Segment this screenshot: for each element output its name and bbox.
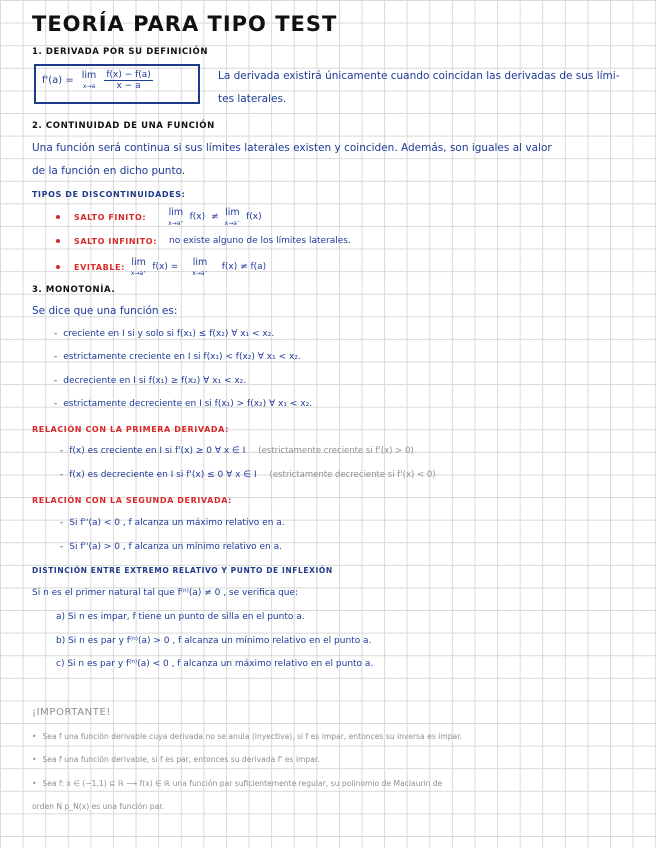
salto-infinito-row [56,236,351,246]
derivative-note-line-1: La derivada existirá únicamente cuando coincidan las derivadas de sus lími- [218,70,620,82]
fraction-numerator: f(x) − f(a) [106,70,151,80]
distinction-case-b: b) Si n es par y f⁽ⁿ⁾(a) > 0 , f alcanza un mínimo relativo en el punto a. [56,636,372,646]
monotonia-item-1: - creciente en I si y solo si f(x₁) ≤ f(x₂) ∀ x₁ < x₂. [54,329,275,339]
item-text: estrictamente decreciente en I si f(x₁) > f(x₂) ∀ x₁ < x₂. [63,399,313,409]
distinction-case-c: c) Si n es par y f⁽ⁿ⁾(a) < 0 , f alcanza un máximo relativo en el punto a. [56,659,374,669]
red-bullet [56,239,60,243]
second-derivative-heading: RELACIÓN CON LA SEGUNDA DERIVADA: [32,496,232,505]
important-item-1: • Sea f una función derivable cuya derivada no se anula (inyectiva), si f es impar, entonces su inversa es impar. [32,732,463,741]
formula-lhs: f'(a) = [42,75,74,86]
item-text: estrictamente creciente en I si f(x₁) < f(x₂) ∀ x₁ < x₂. [63,352,301,362]
salto-finito-label: SALTO FINITO: [74,212,147,222]
function-value: f(x) [246,212,262,223]
item-text: Si f''(a) > 0 , f alcanza un mínimo relativo en a. [69,542,282,552]
first-derivative-item-1: - f(x) es creciente en I si f'(x) ≥ 0 ∀ x ∈ I (estrictamente creciente si f'(x) > 0) [60,446,414,456]
evitable-label: EVITABLE: [74,262,125,272]
derivative-note-line-2: tes laterales. [218,93,287,105]
distinction-case-a: a) Si n es impar, f tiene un punto de silla en el punto a. [56,612,305,622]
second-derivative-item-2: - Si f''(a) > 0 , f alcanza un mínimo relativo en a. [60,542,282,552]
salto-finito-row [56,208,262,227]
red-bullet [56,215,60,219]
important-item-3-line-2: orden N p_N(x) es una función par. [32,802,165,811]
evitable-row [56,258,266,277]
limit-subscript: x→a⁺ [130,269,147,277]
continuity-line-2: de la función en dicho punto. [32,165,186,177]
derivative-formula [42,70,153,91]
item-note: (estrictamente creciente si f'(x) > 0) [258,446,414,456]
limit-symbol: lim [81,70,97,82]
function-value: f(x) [189,212,206,223]
limit-symbol: lim [225,207,240,218]
item-note: (estrictamente decreciente si f'(x) < 0) [269,470,436,480]
first-derivative-item-2: - f(x) es decreciente en I si f'(x) ≤ 0 ∀ x ∈ I (estrictamente decreciente si f'(x) < 0) [60,470,436,480]
not-equal-sign: ≠ [211,212,219,223]
limit-subscript: x→a⁺ [168,219,184,227]
limit-right [168,208,183,227]
important-heading: ¡IMPORTANTE! [32,707,111,718]
item-text: creciente en I si y solo si f(x₁) ≤ f(x₂) ∀ x₁ < x₂. [63,329,275,339]
page-title: TEORÍA PARA TIPO TEST [32,12,338,36]
monotonia-item-3: - decreciente en I si f(x₁) ≥ f(x₂) ∀ x₁ < x₂. [54,376,247,386]
section-3-heading: 3. MONOTONÍA. [32,285,116,295]
section-1-heading: 1. DERIVADA POR SU DEFINICIÓN [32,47,209,57]
item-text: Sea f: x ∈ (−1,1) ⊆ ℝ ⟶ f(x) ∈ ℝ una función par suficientemente regular, su polinomio de Maclaurin de [42,779,443,788]
distinction-intro: Si n es el primer natural tal que f⁽ⁿ⁾(a) ≠ 0 , se verifica que: [32,588,299,598]
second-derivative-item-1: - Si f''(a) < 0 , f alcanza un máximo relativo en a. [60,518,285,528]
function-value: f(x) ≠ f(a) [221,262,267,273]
item-text: f(x) es decreciente en I si f'(x) ≤ 0 ∀ x ∈ I [69,470,257,480]
red-bullet [56,265,60,269]
monotonia-item-4: - estrictamente decreciente en I si f(x₁) > f(x₂) ∀ x₁ < x₂. [54,399,313,409]
salto-infinito-text: no existe alguno de los límites laterales. [169,236,351,246]
first-derivative-heading: RELACIÓN CON LA PRIMERA DERIVADA: [32,425,229,434]
limit-right [131,258,146,277]
limit-left [192,258,207,277]
item-text: f(x) es creciente en I si f'(x) ≥ 0 ∀ x ∈ I [69,446,246,456]
fraction-denominator: x − a [116,81,141,91]
section-2-heading: 2. CONTINUIDAD DE UNA FUNCIÓN [32,121,215,131]
limit-symbol: lim [192,257,208,268]
discontinuity-types-heading: TIPOS DE DISCONTINUIDADES: [32,190,186,199]
monotonia-intro: Se dice que una función es: [32,305,178,317]
distinction-heading: DISTINCIÓN ENTRE EXTREMO RELATIVO Y PUNTO DE INFLEXIÓN [32,566,333,575]
limit-subscript: x→a⁻ [192,269,208,277]
formula-fraction [104,70,153,91]
formula-limit [82,71,97,90]
item-text: Si f''(a) < 0 , f alcanza un máximo relativo en a. [69,518,285,528]
important-item-3-line-1: • Sea f: x ∈ (−1,1) ⊆ ℝ ⟶ f(x) ∈ ℝ una función par suficientemente regular, su polinomio de Maclaurin de [32,779,443,788]
item-text: decreciente en I si f(x₁) ≥ f(x₂) ∀ x₁ < x₂. [63,376,247,386]
function-value: f(x) = [152,262,179,273]
limit-subscript: x→a⁻ [224,219,241,227]
limit-subscript: x→a [82,82,96,90]
item-text: Sea f una función derivable cuya derivada no se anula (inyectiva), si f es impar, entonces su inversa es impar. [42,732,463,741]
limit-left [225,208,240,227]
important-item-2: • Sea f una función derivable, si f es par, entonces su derivada f' es impar. [32,755,320,764]
continuity-line-1: Una función será continua si sus límites laterales existen y coinciden. Además, son iguales al valor [32,142,552,154]
monotonia-item-2: - estrictamente creciente en I si f(x₁) < f(x₂) ∀ x₁ < x₂. [54,352,301,362]
salto-infinito-label: SALTO INFINITO: [74,236,158,246]
item-text: Sea f una función derivable, si f es par, entonces su derivada f' es impar. [42,755,320,764]
limit-symbol: lim [168,207,184,218]
limit-symbol: lim [131,257,146,268]
